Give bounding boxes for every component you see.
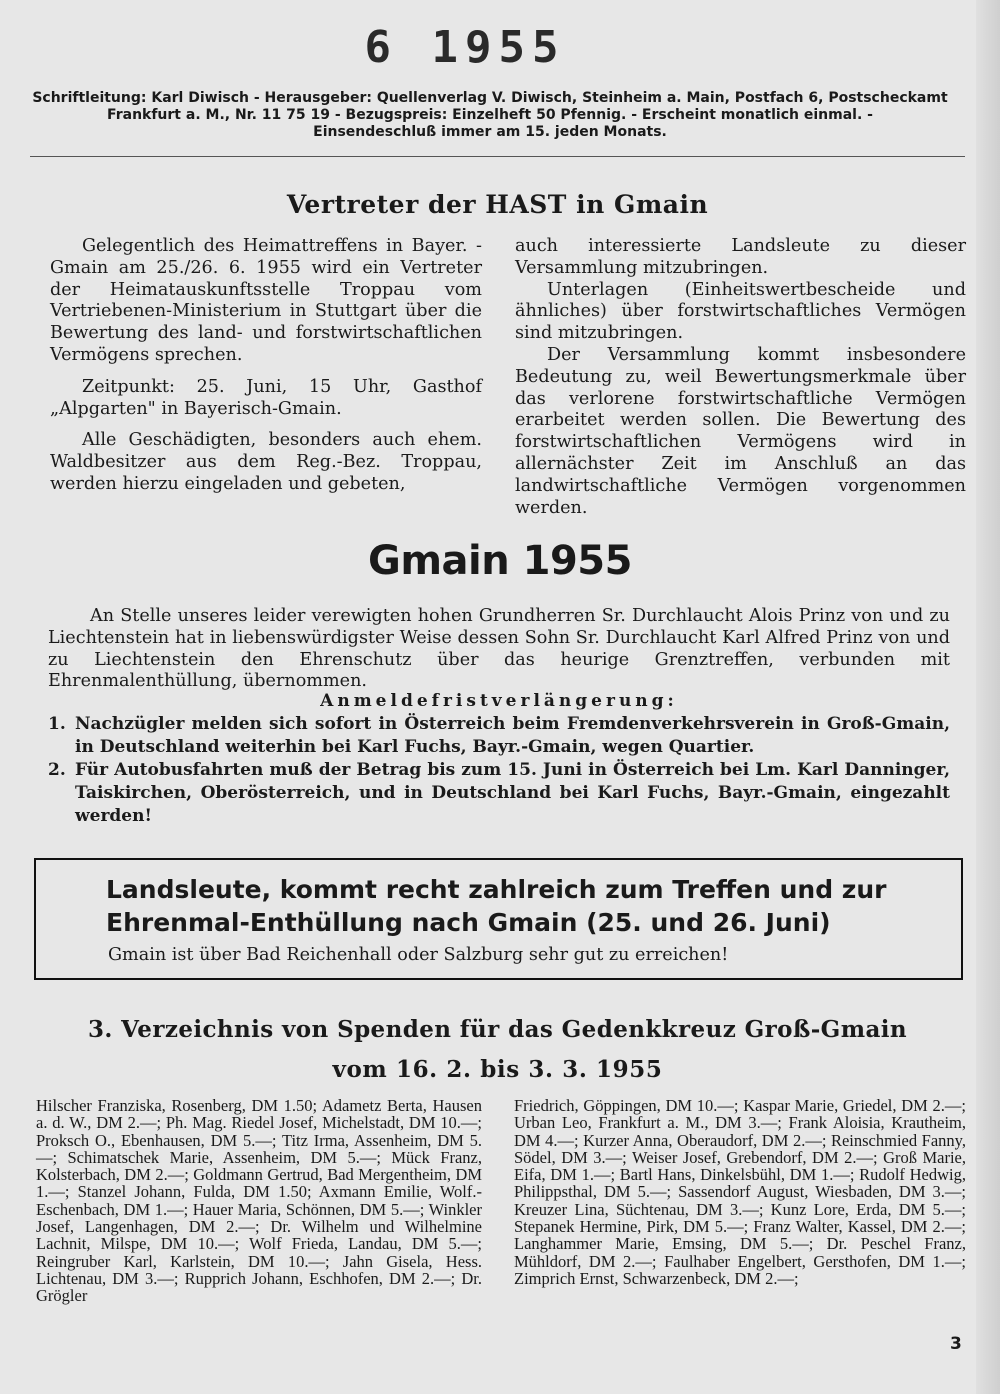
announcement-line-2: Ehrenmal-Enthüllung nach Gmain (25. und 26. Juni) [106,908,831,937]
article-hast-right-column [515,236,966,519]
list-item [48,759,950,828]
article-hast-left-column [50,236,482,496]
donations-subtitle: vom 16. 2. bis 3. 3. 1955 [332,1056,663,1083]
article-paragraph: Gelegentlich des Heimattreffens in Bayer. - Gmain am 25./26. 6. 1955 wird ein Vertreter der Heimatauskunftsstelle Troppau vom Vertriebenen-Ministerium in Stuttgart über die Bewertung des land- und forstwirtschaftlichen Vermögens sprechen. [50,236,482,365]
page-number: 3 [950,1334,962,1354]
article-gmain-title: Gmain 1955 [368,538,632,584]
announcement-subtext: Gmain ist über Bad Reichenhall oder Salzburg sehr gut zu erreichen! [108,945,729,965]
list-item-text: Für Autobusfahrten muß der Betrag bis zum 15. Juni in Österreich bei Lm. Karl Danninger, Taiskirchen, Oberösterreich, und in Deutschland bei Karl Fuchs, Bayr.-Gmain, eingezahlt werden! [75,760,950,826]
article-paragraph: Unterlagen (Einheitswertbescheide und ähnliches) über forstwirtschaftliches Vermögen sind mitzubringen. [515,279,966,344]
announcement-line-1: Landsleute, kommt recht zahlreich zum Treffen und zur [106,875,887,904]
announcement-headline [106,873,946,939]
list-item-text: Nachzügler melden sich sofort in Österreich beim Fremdenverkehrsverein in Groß-Gmain, in Deutschland weiterhin bei Karl Fuchs, Bayr.-Gmain, wegen Quartier. [75,714,950,757]
article-paragraph: Alle Geschädigten, besonders auch ehem. Waldbesitzer aus dem Reg.-Bez. Troppau, werden hierzu eingeladen und gebeten, [50,430,482,494]
donations-title: 3. Verzeichnis von Spenden für das Gedenkkreuz Groß-Gmain [87,1016,908,1043]
donations-left-column: Hilscher Franziska, Rosenberg, DM 1.50; Adametz Berta, Hausen a. d. W., DM 2.—; Ph. Mag. Riedel Josef, Michelstadt, DM 10.—; Proksch O., Ebenhausen, DM 5.—; Titz Irma, Assenheim, DM 5.—; Schimatschek Marie, Assenheim, DM 5.—; Mück Franz, Kolsterbach, DM 2.—; Goldmann Gertrud, Bad Mergentheim, DM 1.—; Stanzel Johann, Fulda, DM 1.50; Axmann Emilie, Wolf.-Eschenbach, DM 1.—; Hauer Maria, Schönnen, DM 5.—; Winkler Josef, Langenhagen, DM 2.—; Dr. Wilhelm und Wilhelmine Lachnit, Milspe, DM 10.—; Wolf Frieda, Landau, DM 5.—; Reingruber Karl, Karlstein, DM 10.—; Jahn Gisela, Hess. Lichtenau, DM 3.—; Rupprich Johann, Eschhofen, DM 2.—; Dr. Grögler [36,1096,482,1306]
masthead [30,90,950,141]
masthead-line-1: Schriftleitung: Karl Diwisch - Herausgeber: Quellenverlag V. Diwisch, Steinheim a. Main, Postfach 6, Postscheckamt Frankfurt a. M., Nr. 11 75 19 - Bezugspreis: Einzelheft 50 Pfennig. - Erscheint monatlich einmal. - [32,90,948,123]
list-item-number: 2. [48,760,66,780]
scan-edge [976,0,1000,1394]
donations-right-column: Friedrich, Göppingen, DM 10.—; Kaspar Marie, Griedel, DM 2.—; Urban Leo, Frankfurt a. M., DM 3.—; Frank Aloisia, Krautheim, DM 4.—; Kurzer Anna, Oberaudorf, DM 2.—; Reinschmied Fanny, Södel, DM 3.—; Weiser Josef, Grebendorf, DM 2.—; Groß Marie, Eifa, DM 1.—; Bartl Hans, Dinkelsbühl, DM 1.—; Rudolf Hedwig, Philippsthal, DM 5.—; Sassendorf August, Wiesbaden, DM 3.—; Kreuzer Lina, Süchtenau, DM 3.—; Kunz Lore, Erda, DM 5.—; Stepanek Hermine, Pirk, DM 5.—; Franz Walter, Kassel, DM 2.—; Langhammer Marie, Emsing, DM 5.—; Dr. Peschel Franz, Mühldorf, DM 2.—; Faulhaber Engelbert, Gersthofen, DM 1.—; Zimprich Ernst, Schwarzenbeck, DM 2.—; [514,1096,966,1288]
issue-number: 6 1955 [364,22,566,73]
article-paragraph: Zeitpunkt: 25. Juni, 15 Uhr, Gasthof „Alpgarten" in Bayerisch-Gmain. [50,376,482,419]
article-hast-title: Vertreter der HAST in Gmain [286,190,709,219]
list-item-number: 1. [48,714,66,734]
article-gmain-intro: An Stelle unseres leider verewigten hohen Grundherren Sr. Durchlaucht Alois Prinz von und zu Liechtenstein hat in liebenswürdigster Weise dessen Sohn Sr. Durchlaucht Karl Alfred Prinz von und zu Liechtenstein den Ehrenschutz über das heurige Grenztreffen, verbunden mit Ehrenmalenthüllung, übernommen. [48,606,950,692]
article-paragraph: Der Versammlung kommt insbesondere Bedeutung zu, weil Bewertungsmerkmale über das verlorene forstwirtschaftliche Vermögen erarbeitet werden sollen. Die Bewertung des forstwirtschaftlichen Vermögens wird in allernächster Zeit im Anschluß an das landwirtschaftliche Vermögen vorgenommen werden. [515,344,966,518]
masthead-line-2: Einsendeschluß immer am 15. jeden Monats. [313,124,667,140]
article-paragraph: auch interessierte Landsleute zu dieser Versammlung mitzubringen. [515,236,966,278]
registration-subheading: Anmeldefristverlängerung: [320,691,678,711]
list-item [48,713,950,759]
registration-list [48,713,950,828]
masthead-divider [30,156,965,157]
